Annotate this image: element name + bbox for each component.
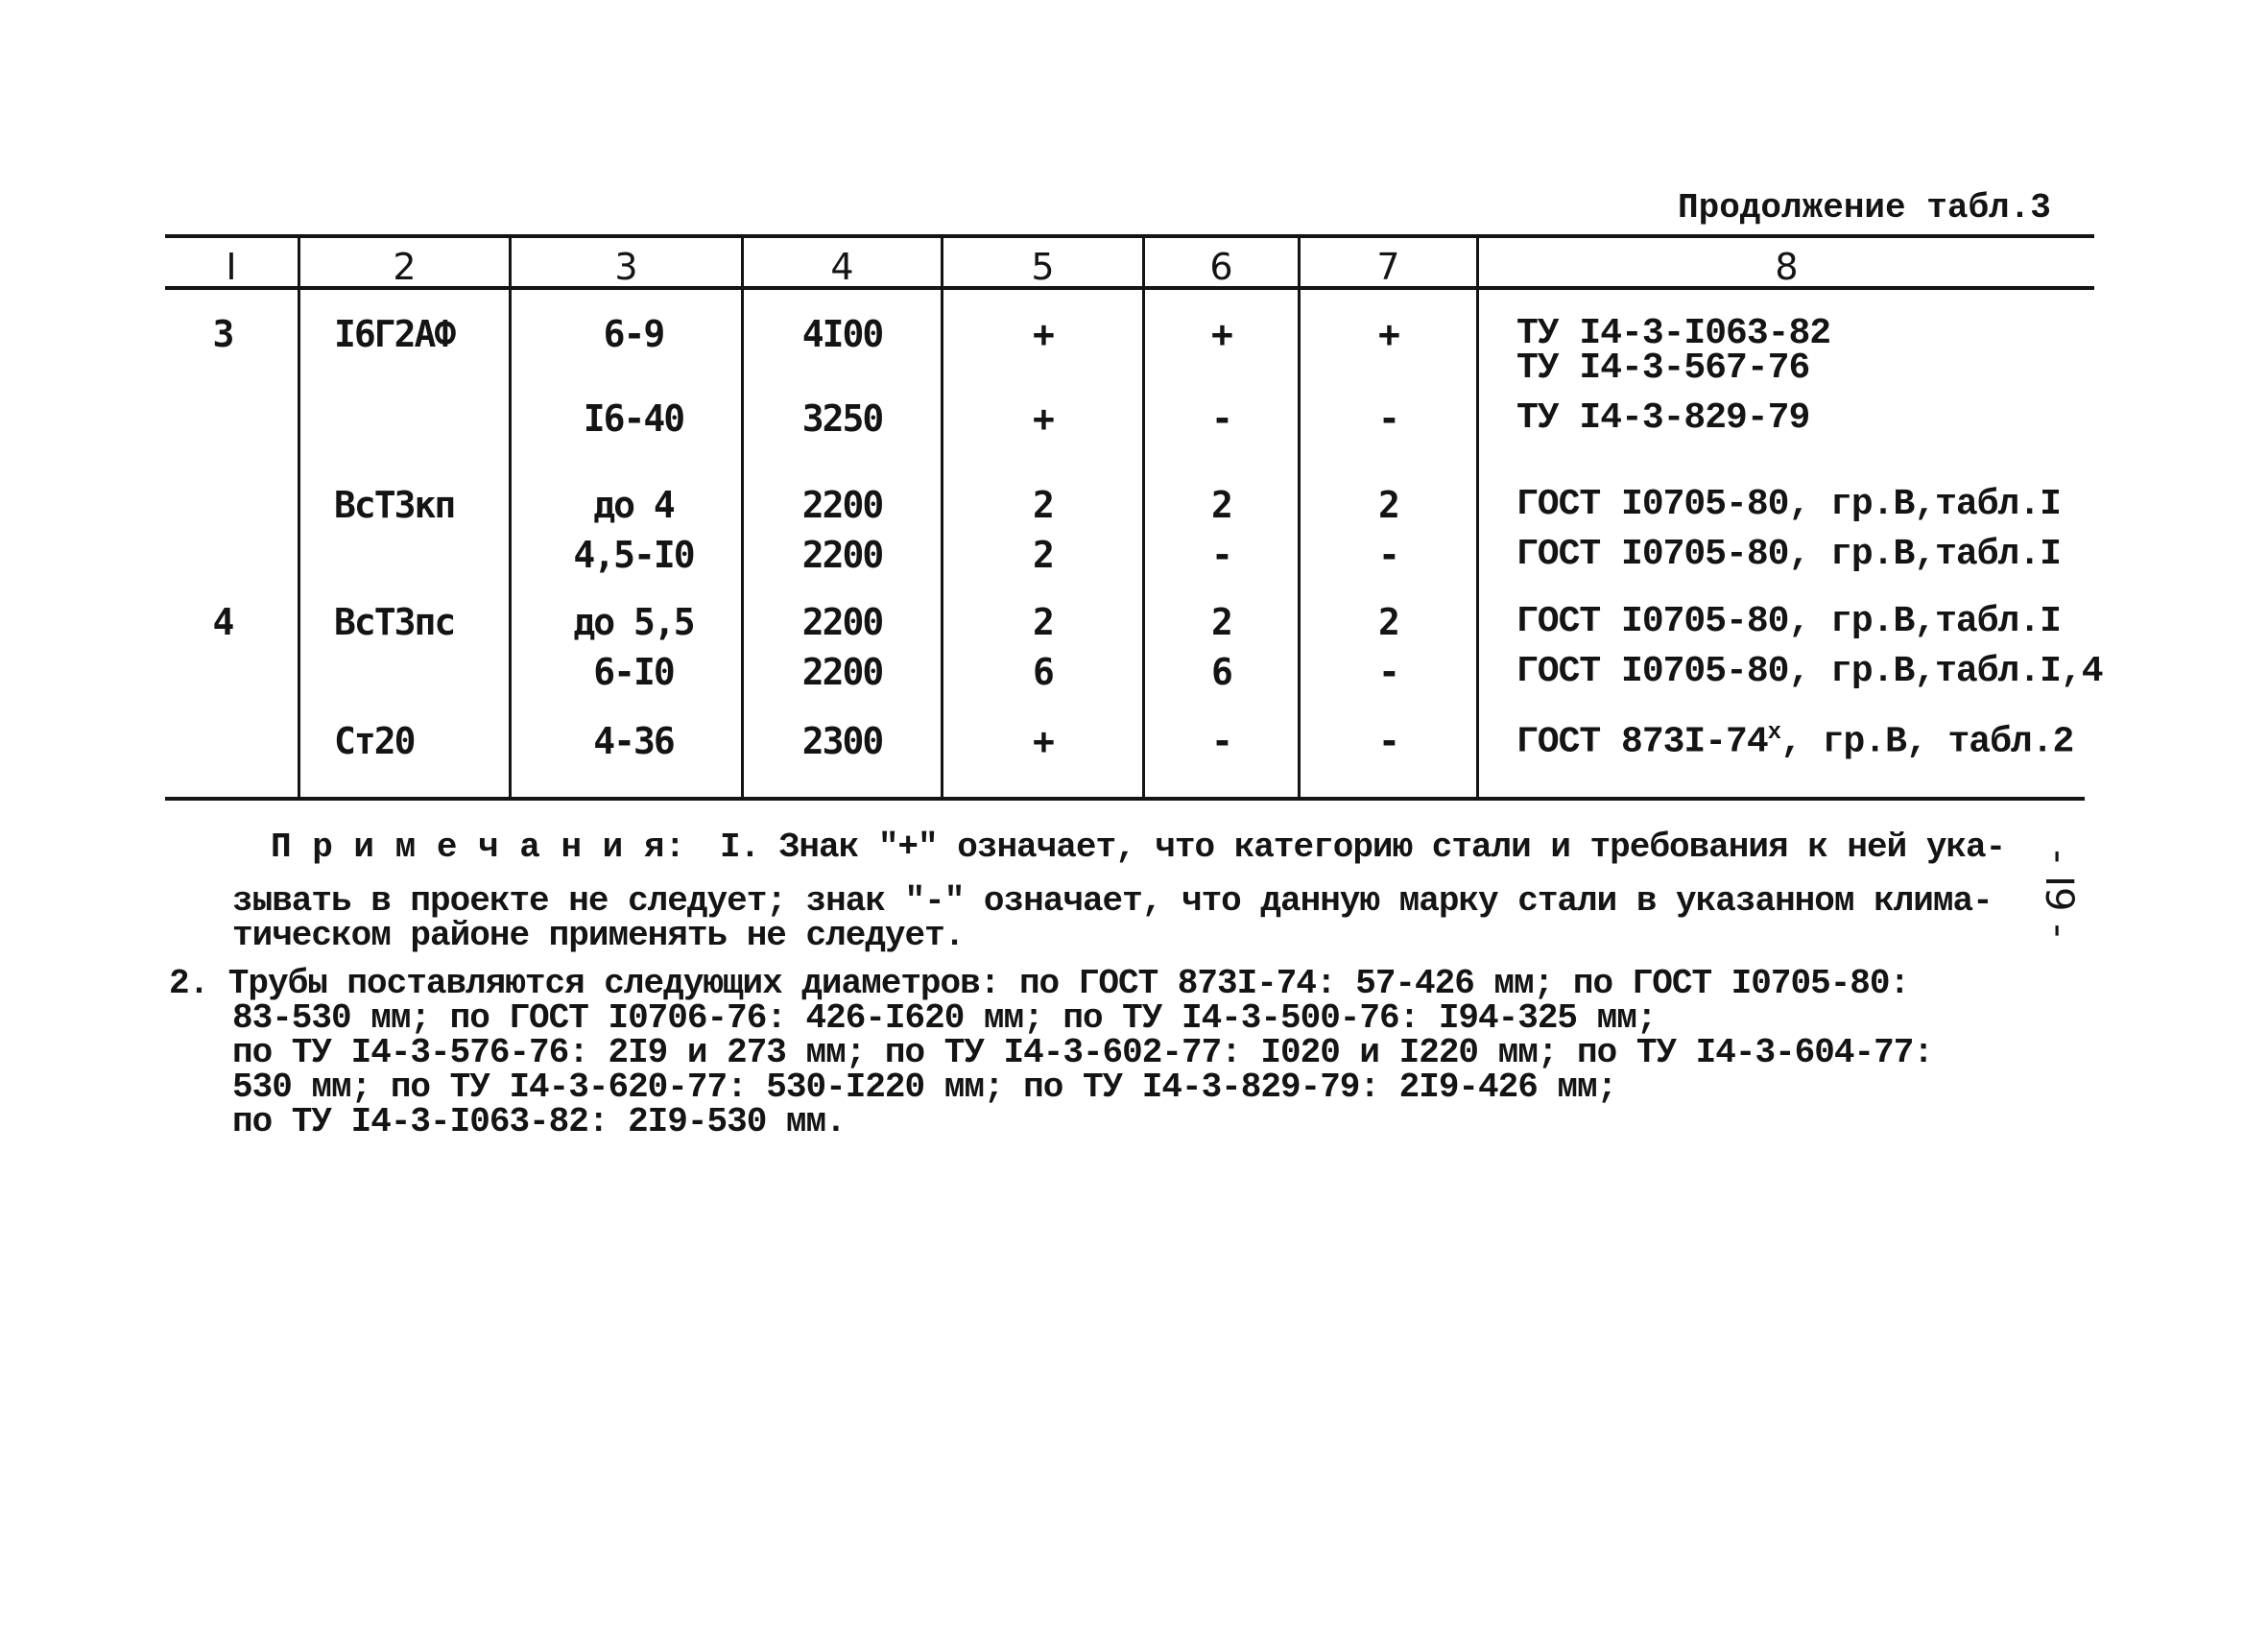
table-cell-mark: 6 (1033, 651, 1053, 693)
notes-heading: П р и м е ч а н и я: (271, 828, 686, 867)
column-divider (298, 236, 300, 798)
table-cell-standard: ГОСТ I0705-80, гр.В,табл.I (1516, 601, 2061, 642)
note-2-line: по ТУ I4-3-I063-82: 2I9-530 мм. (232, 1102, 846, 1141)
table-cell-mark: 2 (1033, 484, 1053, 526)
table-cell-value: 2200 (801, 651, 883, 693)
table-cell-standard: ТУ I4-3-829-79 (1516, 397, 1810, 439)
header-cell: 8 (1775, 246, 1799, 288)
table-cell-mark: - (1211, 720, 1231, 762)
table-cell-standard: ГОСТ I0705-80, гр.В,табл.I (1516, 534, 2061, 575)
table-cell-grade: I6Г2АФ (334, 313, 455, 355)
table-cell-value: 2200 (801, 601, 883, 643)
note-2-line: по ТУ I4-3-576-76: 2I9 и 273 мм; по ТУ I4-3-602-77: I020 и I220 мм; по ТУ I4-3-604-77: (232, 1033, 1933, 1072)
standard-text: ГОСТ 873I-74 (1516, 721, 1768, 763)
note-1-line: зывать в проекте не следует; знак "-" означает, что данную марку стали в указанном клима- (232, 881, 1993, 921)
table-cell-thickness: 4,5-I0 (573, 534, 694, 576)
header-cell: 5 (1031, 246, 1055, 288)
table-cell-thickness: до 4 (593, 484, 674, 526)
table-cell-mark: + (1378, 313, 1398, 355)
table-cell-value: 3250 (801, 397, 883, 440)
table-cell-mark: + (1211, 313, 1231, 355)
table-cell-thickness: 6-I0 (593, 651, 674, 693)
header-cell: 7 (1376, 246, 1400, 288)
table-cell-value: 4I00 (801, 313, 883, 355)
note-1-line: тическом районе применять не следует. (232, 916, 965, 955)
table-cell-mark: + (1033, 720, 1053, 762)
note-1-line: I. Знак "+" означает, что категорию стали и требования к ней ука- (720, 828, 2006, 867)
table-caption: Продолжение табл.3 (1678, 188, 2051, 228)
table-cell-standard: ГОСТ I0705-80, гр.В,табл.I (1516, 484, 2061, 525)
table-top-rule (165, 234, 2094, 238)
table-cell-mark: 6 (1211, 651, 1231, 693)
header-cell: I (226, 246, 237, 288)
header-cell: 4 (830, 246, 854, 288)
table-cell-thickness: 6-9 (603, 313, 664, 355)
table-cell-mark: 2 (1033, 534, 1053, 576)
table-cell-value: 2200 (801, 534, 883, 576)
table-cell-grade: Ст20 (334, 720, 415, 762)
table-cell-standard: ГОСТ I0705-80, гр.В,табл.I,4 (1516, 651, 2103, 692)
superscript-mark: x (1767, 720, 1781, 746)
note-2-line: 530 мм; по ТУ I4-3-620-77: 530-I220 мм; по ТУ I4-3-829-79: 2I9-426 мм; (232, 1068, 1617, 1107)
table-bottom-rule (165, 797, 2085, 801)
table-cell-mark: 2 (1378, 601, 1398, 643)
table-cell-mark: 2 (1378, 484, 1398, 526)
note-2-line: 83-530 мм; по ГОСТ I0706-76: 426-I620 мм; по ТУ I4-3-500-76: I94-325 мм; (232, 998, 1657, 1038)
table-cell-value: 2200 (801, 484, 883, 526)
table-cell-mark: 2 (1033, 601, 1053, 643)
table-cell-thickness: до 5,5 (573, 601, 694, 643)
table-cell-standard: ТУ I4-3-567-76 (1516, 348, 1810, 389)
page-number: - I9 - (2037, 850, 2081, 938)
table-cell-mark: 2 (1211, 601, 1231, 643)
header-cell: 2 (393, 246, 417, 288)
table-cell-mark: - (1211, 534, 1231, 576)
table-cell-thickness: 4-36 (593, 720, 674, 762)
table-cell-grade: ВсТ3пс (334, 601, 455, 643)
standard-text: , гр.В, табл.2 (1780, 721, 2074, 763)
table-cell-mark: + (1033, 397, 1053, 440)
column-divider (1476, 236, 1479, 798)
table-cell-standard (1516, 720, 2073, 763)
table-cell-value: 2300 (801, 720, 883, 762)
header-cell: 3 (614, 246, 638, 288)
table-cell-group: 4 (212, 601, 233, 643)
table-cell-standard: ТУ I4-3-I063-82 (1516, 313, 1831, 354)
table-cell-grade: ВсТ3кп (334, 484, 455, 526)
note-2-line: 2. Трубы поставляются следующих диаметров: по ГОСТ 873I-74: 57-426 мм; по ГОСТ I0705-80: (169, 964, 1910, 1003)
table-cell-mark: - (1378, 720, 1398, 762)
table-cell-mark: + (1033, 313, 1053, 355)
table-cell-mark: - (1378, 651, 1398, 693)
table-cell-mark: - (1378, 397, 1398, 440)
table-cell-mark: - (1211, 397, 1231, 440)
table-cell-mark: 2 (1211, 484, 1231, 526)
table-cell-group: 3 (212, 313, 233, 355)
table-cell-mark: - (1378, 534, 1398, 576)
table-cell-thickness: I6-40 (583, 397, 684, 440)
header-cell: 6 (1209, 246, 1233, 288)
